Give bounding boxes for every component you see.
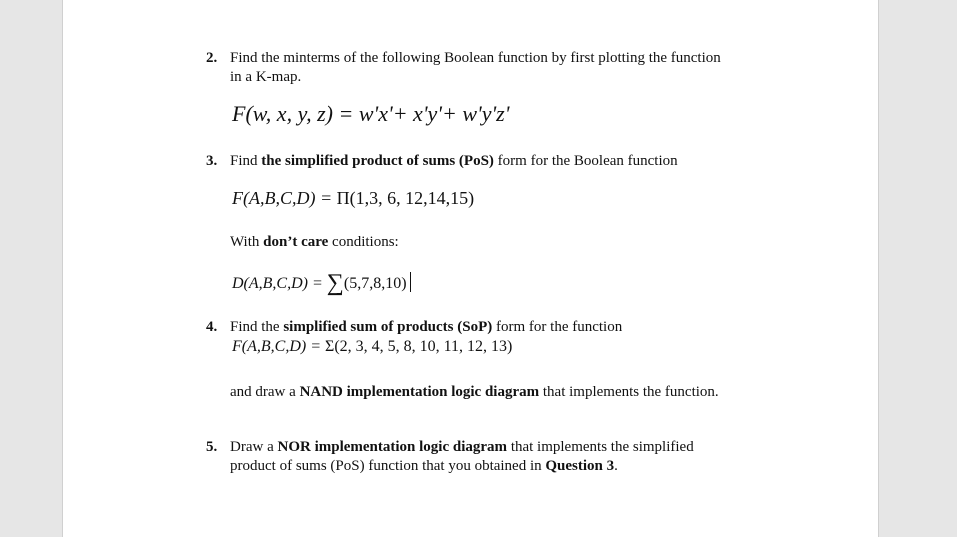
q2-text-line1: Find the minterms of the following Boolean function by first plotting the function xyxy=(230,50,721,66)
q2-number: 2. xyxy=(206,50,218,66)
q5-number: 5. xyxy=(206,439,218,455)
q5-text-line2: product of sums (PoS) function that you obtained in Question 3. xyxy=(230,458,618,474)
q5-text-line1: Draw a NOR implementation logic diagram that implements the simplified xyxy=(230,439,694,455)
q4-text-line2: and draw a NAND implementation logic diagram that implements the function. xyxy=(230,384,719,400)
q4-number: 4. xyxy=(206,319,218,335)
q4-equation: F(A,B,C,D) = Σ(2, 3, 4, 5, 8, 10, 11, 12, 13) xyxy=(232,338,513,355)
q2-equation: F(w, x, y, z) = w'x'+ x'y'+ w'y'z' xyxy=(232,101,510,126)
q3-equation: F(A,B,C,D) = Π(1,3, 6, 12,14,15) xyxy=(232,188,475,208)
q3-number: 3. xyxy=(206,153,218,169)
q3-dontcare-equation: D(A,B,C,D) = ∑(5,7,8,10) xyxy=(232,270,411,297)
q4-text: Find the simplified sum of products (SoP) form for the function xyxy=(230,319,623,335)
q3-dontcare-text: With don’t care conditions: xyxy=(230,234,399,250)
document-page xyxy=(62,0,879,537)
q3-text: Find the simplified product of sums (PoS) form for the Boolean function xyxy=(230,153,678,169)
text-cursor xyxy=(410,272,411,292)
q2-text-line2: in a K-map. xyxy=(230,69,302,85)
